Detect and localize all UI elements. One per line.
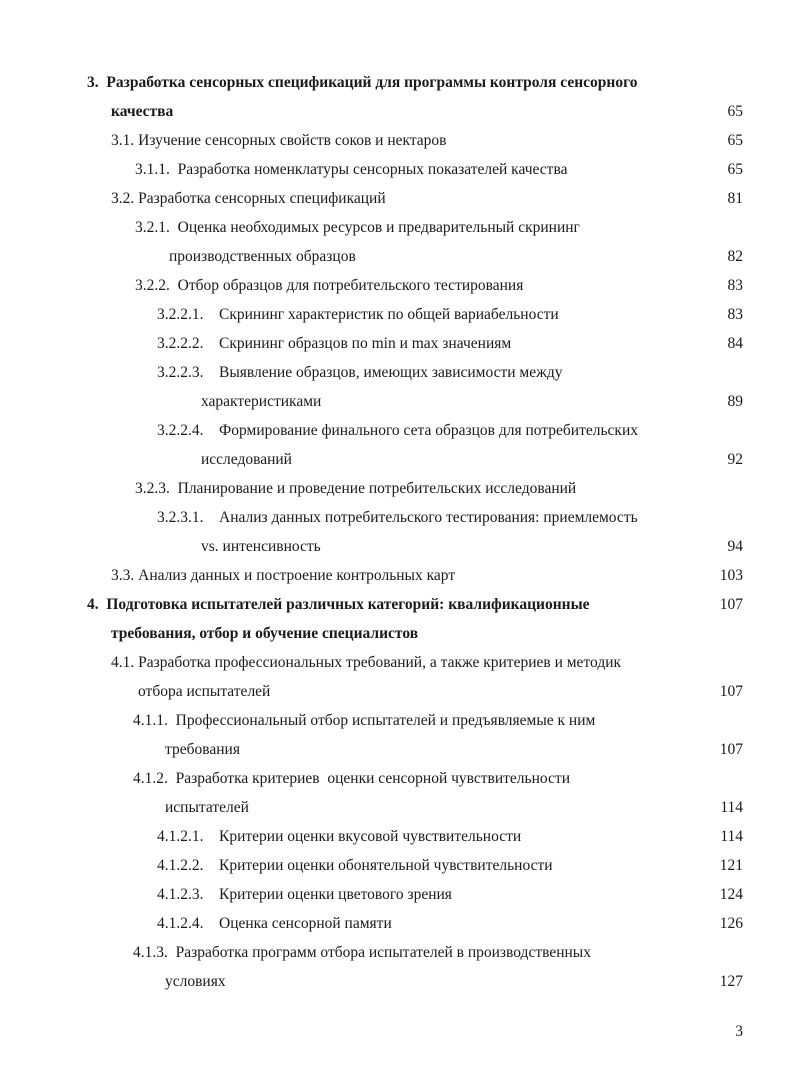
toc-entry-page: 83 [727,306,743,323]
toc-entry [0,242,793,271]
toc-entry [0,387,793,416]
toc-entry-page: 81 [727,190,743,207]
toc-entry-text: 4.1.2.3. Критерии оценки цветового зрения [157,886,452,903]
toc-entry [0,126,793,155]
toc-entry [0,967,793,996]
toc-entry-page: 107 [719,741,743,758]
toc-entry-page: 114 [720,828,743,845]
toc-entry [0,648,793,677]
toc-entry-text: 3.2.2.4. Формирование финального сета образцов для потребительских [157,422,638,439]
toc-entry-page: 114 [720,799,743,816]
toc-entry-page: 103 [719,567,743,584]
toc-entry-text: условиях [165,973,226,990]
toc-entry-text: 4. Подготовка испытателей различных категорий: квалификационные [87,596,590,613]
toc-entry [0,880,793,909]
toc-entry-text: 3.2.1. Оценка необходимых ресурсов и предварительный скрининг [135,219,580,236]
toc-entry-page: 65 [727,132,743,149]
toc-entry [0,909,793,938]
toc-entry-text: 4.1.2.4. Оценка сенсорной памяти [157,915,392,932]
toc-entry-text: 3.2. Разработка сенсорных спецификаций [111,190,386,207]
toc-entry [0,97,793,126]
toc-entry [0,300,793,329]
toc-entry-page: 89 [727,393,743,410]
toc-entry-text: 4.1.1. Профессиональный отбор испытателей и предъявляемые к ним [133,712,596,729]
toc-entry [0,445,793,474]
toc-entry [0,329,793,358]
page-number: 3 [735,1023,743,1040]
toc-entry-text: 3.2.2.2. Скрининг образцов по min и max значениям [157,335,512,352]
toc-entry [0,416,793,445]
toc-entry-page: 107 [719,683,743,700]
toc-entry [0,938,793,967]
toc-entry [0,503,793,532]
toc-entry-text: отбора испытателей [138,683,271,700]
toc-entry-page: 92 [727,451,743,468]
toc-entry-text: 4.1. Разработка профессиональных требований, а также критериев и методик [111,654,622,671]
toc-entry-text: 3.2.3. Планирование и проведение потребительских исследований [135,480,577,497]
toc-entry [0,68,793,97]
toc-entry [0,532,793,561]
toc-entry-text: испытателей [165,799,249,816]
toc-entry-text: 4.1.2.2. Критерии оценки обонятельной чувствительности [157,857,553,874]
toc-entry-page: 94 [727,538,743,555]
toc-entry [0,155,793,184]
toc-entry-text: требования, отбор и обучение специалистов [111,625,419,642]
toc-entry-page: 124 [719,886,743,903]
toc-entry-text: характеристиками [201,393,322,410]
toc-entry-text: 3.1.1. Разработка номенклатуры сенсорных показателей качества [135,161,568,178]
toc-entry-text: 3.2.2.3. Выявление образцов, имеющих зависимости между [157,364,563,381]
toc-entry [0,474,793,503]
toc-entry-text: vs. интенсивность [201,538,321,555]
toc-entry-text: 3.3. Анализ данных и построение контрольных карт [111,567,456,584]
toc-entry [0,561,793,590]
toc-entry [0,619,793,648]
toc-entry [0,735,793,764]
toc-entry [0,677,793,706]
toc-entry-text: 3.2.3.1. Анализ данных потребительского тестирования: приемлемость [157,509,638,526]
toc-entry-text: 3.2.2.1. Скрининг характеристик по общей вариабельности [157,306,559,323]
toc-entry [0,822,793,851]
toc-entry-page: 127 [719,973,743,990]
toc-entry-page: 84 [727,335,743,352]
toc-entry-page: 121 [719,857,743,874]
toc-entry-page: 65 [727,103,743,120]
toc-entry [0,590,793,619]
toc-entry [0,184,793,213]
toc-entry [0,706,793,735]
toc-entry [0,213,793,242]
toc-entry-text: исследований [201,451,292,468]
toc-entry-text: 4.1.3. Разработка программ отбора испытателей в производственных [133,944,591,961]
toc-entry [0,851,793,880]
toc-entry-page: 82 [727,248,743,265]
toc-entry [0,271,793,300]
toc-entry-text: требования [165,741,240,758]
toc-entry-text: 4.1.2. Разработка критериев оценки сенсорной чувствительности [133,770,570,787]
toc-entry-text: качества [111,103,174,120]
toc-entry-page: 65 [727,161,743,178]
toc-entry [0,764,793,793]
toc-entry-page: 83 [727,277,743,294]
toc-entry-text: 3. Разработка сенсорных спецификаций для программы контроля сенсорного [87,74,638,91]
toc-entry-text: 3.1. Изучение сенсорных свойств соков и нектаров [111,132,447,149]
toc-entry-text: 3.2.2. Отбор образцов для потребительского тестирования [135,277,524,294]
toc-entry-text: 4.1.2.1. Критерии оценки вкусовой чувствительности [157,828,522,845]
toc-entry-page: 107 [719,596,743,613]
toc-entry [0,358,793,387]
toc-entry [0,793,793,822]
toc-entry-page: 126 [719,915,743,932]
toc-entry-text: производственных образцов [169,248,356,265]
